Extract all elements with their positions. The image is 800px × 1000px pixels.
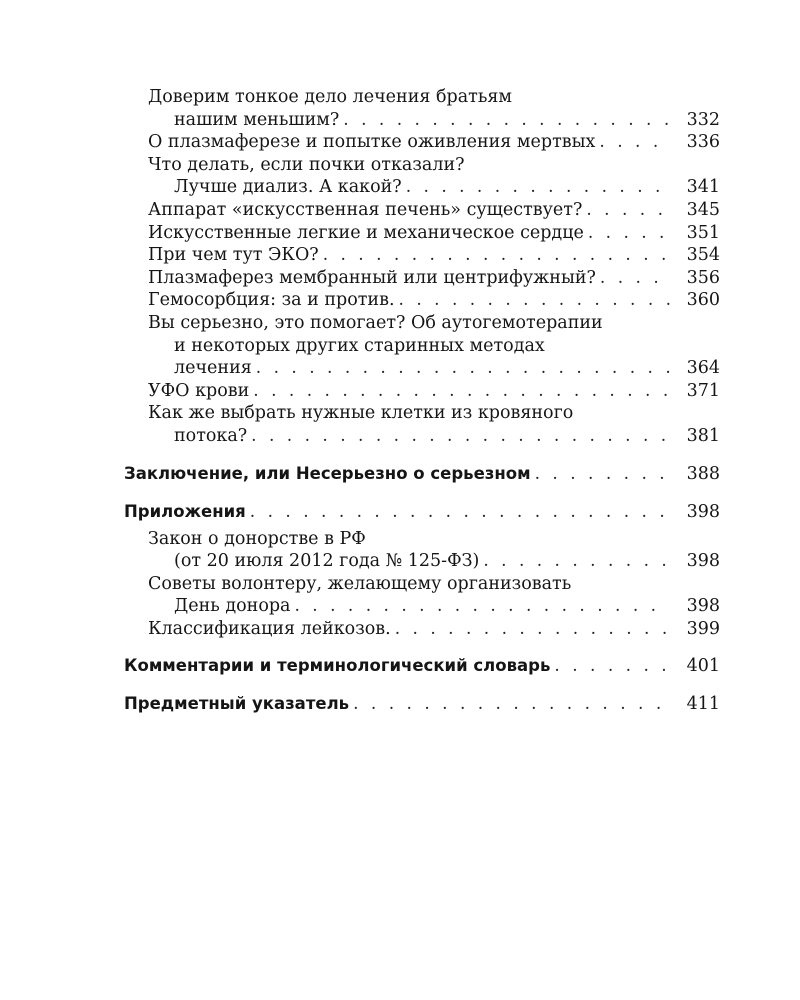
page-number: 398 <box>686 501 720 522</box>
toc-entry-line <box>148 86 720 109</box>
dot-leader <box>535 463 670 486</box>
toc-entry-title: лечения <box>174 358 252 379</box>
toc-entry-title: Закон о донорстве в РФ <box>148 528 366 549</box>
page-number: 381 <box>686 425 720 446</box>
dot-leader <box>399 289 670 312</box>
page-number: 332 <box>686 109 720 130</box>
toc-entry <box>148 312 720 380</box>
dot-leader <box>588 222 670 245</box>
toc-entry-line <box>148 222 720 245</box>
toc-entry <box>148 528 720 573</box>
dot-leader <box>353 693 670 716</box>
toc-entry-line <box>148 176 720 199</box>
toc-entry-line <box>148 573 720 596</box>
toc-entry <box>148 131 720 154</box>
toc-entry-line <box>148 335 720 358</box>
page-number: 356 <box>686 267 720 288</box>
toc-entry-title: Что делать, если почки отказали? <box>148 154 465 175</box>
toc-entry-title: Лучше диализ. А какой? <box>174 177 402 198</box>
page-number: 341 <box>686 177 720 198</box>
toc-section-entry <box>124 654 720 678</box>
toc-entry-line <box>148 267 720 290</box>
toc-entry-line <box>148 595 720 618</box>
toc-entry-title: Классификация лейкозов. <box>148 618 391 639</box>
toc-entry-title: Вы серьезно, это помогает? Об аутогемотерапии <box>148 312 603 333</box>
toc-entry-line <box>148 154 720 177</box>
page-number: 351 <box>686 222 720 243</box>
toc-entry-title: О плазмаферезе и попытке оживления мертвых <box>148 132 596 153</box>
toc-entry-title: (от 20 июля 2012 года № 125-ФЗ) <box>174 551 480 572</box>
page-number: 399 <box>686 618 720 639</box>
toc-entry <box>148 199 720 222</box>
toc-entry-title: Доверим тонкое дело лечения братьям <box>148 87 512 107</box>
toc-entry-line <box>148 402 720 425</box>
page-number: 364 <box>686 358 720 379</box>
page-number: 401 <box>686 656 720 677</box>
toc-entry <box>148 86 720 131</box>
toc-entry-title: Приложения <box>124 501 246 521</box>
toc-entry-title: Гемосорбция: за и против. <box>148 290 395 311</box>
toc-section-entry <box>124 500 720 524</box>
toc-entry-line <box>148 618 720 641</box>
page-number: 360 <box>686 290 720 311</box>
toc-entry-title: День донора <box>174 596 291 617</box>
toc-entry <box>148 267 720 290</box>
toc-entry-line <box>148 528 720 551</box>
toc-entry-title: Как же выбрать нужные клетки из кровяного <box>148 403 574 424</box>
dot-leader <box>343 109 670 132</box>
dot-leader <box>483 550 670 573</box>
table-of-contents <box>124 86 720 716</box>
toc-entry-line <box>124 654 720 678</box>
page-number: 398 <box>686 551 720 572</box>
page-number: 354 <box>686 245 720 266</box>
toc-entry-title: нашим меньшим? <box>174 109 340 130</box>
toc-entry-line <box>148 380 720 403</box>
toc-entry-line <box>124 692 720 716</box>
dot-leader <box>250 501 670 524</box>
toc-entry-title: Комментарии и терминологический словарь <box>124 656 551 676</box>
dot-leader <box>253 380 670 403</box>
toc-entry <box>148 573 720 618</box>
dot-leader <box>323 244 670 267</box>
toc-entry-title: Заключение, или Несерьезно о серьезном <box>124 463 531 483</box>
dot-leader <box>600 267 670 290</box>
toc-section-entry <box>124 462 720 486</box>
page-number: 411 <box>686 694 720 715</box>
toc-entry-title: Плазмаферез мембранный или центрифужный? <box>148 267 596 288</box>
toc-entry-title: и некоторых других старинных методах <box>174 335 545 356</box>
toc-entry-line <box>148 357 720 380</box>
page-number: 388 <box>686 463 720 484</box>
toc-entry-line <box>124 500 720 524</box>
toc-entry-line <box>124 462 720 486</box>
dot-leader <box>599 131 670 154</box>
toc-entry-title: Советы волонтеру, желающему организовать <box>148 573 572 594</box>
toc-entry-title: Искусственные легкие и механическое сердце <box>148 222 584 243</box>
page-number: 336 <box>686 132 720 153</box>
toc-entry <box>148 402 720 447</box>
toc-entry-line <box>148 131 720 154</box>
page-number: 371 <box>686 380 720 401</box>
toc-entry-line <box>148 425 720 448</box>
toc-entry-title: потока? <box>174 425 248 446</box>
dot-leader <box>395 618 670 641</box>
dot-leader <box>294 595 670 618</box>
page-number: 398 <box>686 596 720 617</box>
dot-leader <box>586 199 670 222</box>
toc-entry-line <box>148 244 720 267</box>
dot-leader <box>256 357 670 380</box>
toc-entry <box>148 154 720 199</box>
toc-entry-title: При чем тут ЭКО? <box>148 245 319 266</box>
dot-leader <box>406 176 670 199</box>
toc-entry-line <box>148 109 720 132</box>
toc-entry-line <box>148 289 720 312</box>
toc-entry-title: УФО крови <box>148 380 250 401</box>
toc-entry <box>148 244 720 267</box>
toc-entry-line <box>148 199 720 222</box>
toc-entry-title: Предметный указатель <box>124 694 350 714</box>
dot-leader <box>251 425 670 448</box>
toc-entry <box>148 289 720 312</box>
dot-leader <box>554 655 670 678</box>
toc-entry <box>148 618 720 641</box>
toc-entry-title: Аппарат «искусственная печень» существует? <box>148 199 583 220</box>
toc-entry-line <box>148 550 720 573</box>
page-number: 345 <box>686 199 720 220</box>
toc-entry <box>148 222 720 245</box>
toc-entry <box>148 380 720 403</box>
toc-section-entry <box>124 692 720 716</box>
toc-entry-line <box>148 312 720 335</box>
